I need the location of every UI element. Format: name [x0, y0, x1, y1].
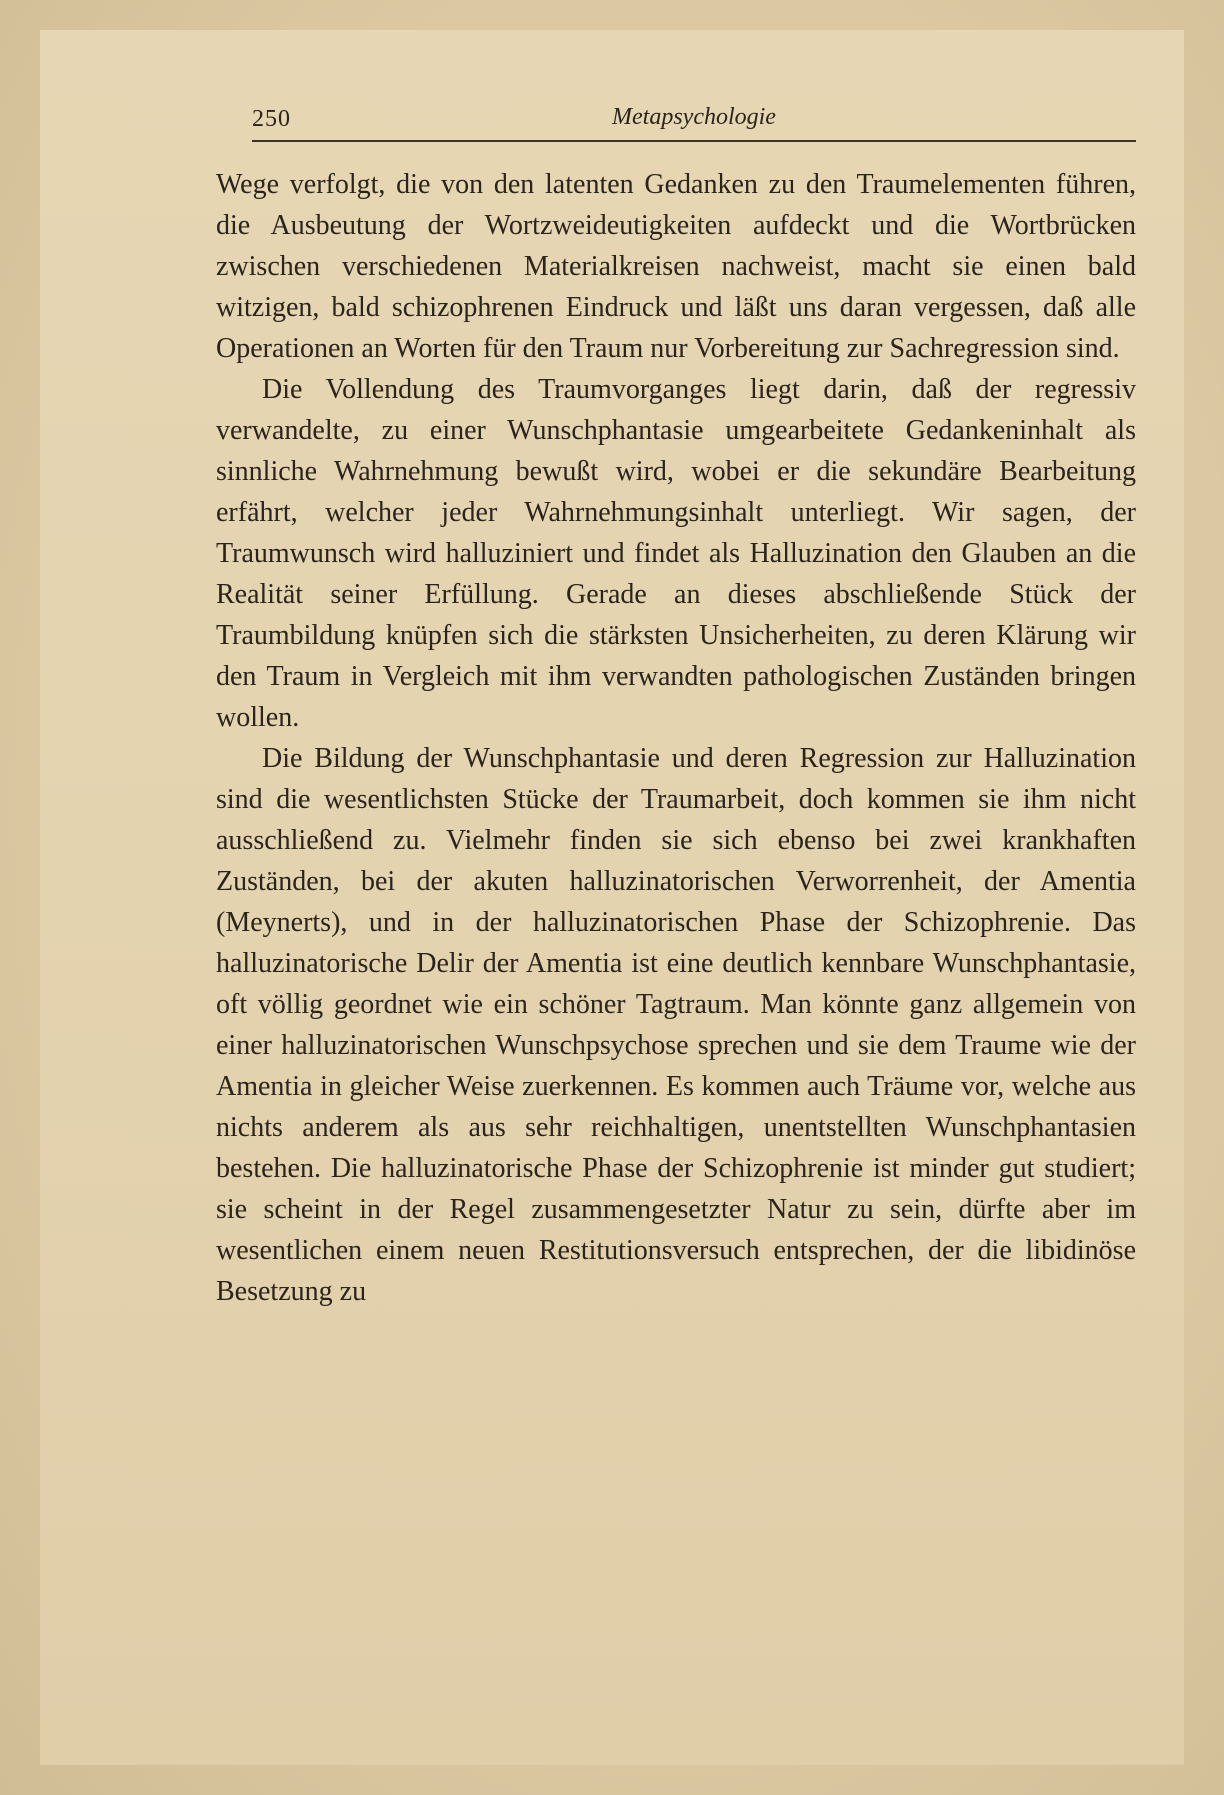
body-text — [216, 164, 1136, 1312]
page-header — [252, 100, 1136, 142]
page-number: 250 — [252, 106, 291, 132]
paragraph-1: Wege verfolgt, die von den latenten Gedanken zu den Traumelementen führen, die Ausbeutung der Wortzweideutigkeiten aufdeckt und die Wortbrücken zwischen verschiedenen Materialkreisen nachweist, macht sie einen bald witzigen, bald schizophrenen Eindruck und läßt uns daran vergessen, daß alle Operationen an Worten für den Traum nur Vorbereitung zur Sachregression sind. — [216, 169, 1136, 364]
paragraph-3: Die Bildung der Wunschphantasie und deren Regression zur Halluzination sind die wesentlichsten Stücke der Traumarbeit, doch kommen sie ihm nicht ausschließend zu. Vielmehr finden sie sich ebenso bei zwei krankhaften Zuständen, bei der akuten halluzinatorischen Verworrenheit, der Amentia (Meynerts), und in der halluzinatorischen Phase der Schizophrenie. Das halluzinatorische Delir der Amentia ist eine deutlich kennbare Wunschphantasie, oft völlig geordnet wie ein schöner Tagtraum. Man könnte ganz allgemein von einer halluzinatorischen Wunschpsychose sprechen und sie dem Traume wie der Amentia in gleicher Weise zuerkennen. Es kommen auch Träume vor, welche aus nichts anderem als aus sehr reichhaltigen, unentstellten Wunschphantasien bestehen. Die halluzinatorische Phase der Schizophrenie ist minder gut studiert; sie scheint in der Regel zusammengesetzter Natur zu sein, dürfte aber im wesentlichen einem neuen Restitutionsversuch entsprechen, der die libidinöse Besetzung zu — [216, 743, 1136, 1307]
running-head: Metapsychologie — [612, 104, 776, 130]
paragraph-2: Die Vollendung des Traumvorganges liegt darin, daß der regressiv verwandelte, zu einer Wunschphantasie umgearbeitete Gedankeninhalt als sinnliche Wahrnehmung bewußt wird, wobei er die sekundäre Bearbeitung erfährt, welcher jeder Wahrnehmungsinhalt unterliegt. Wir sagen, der Traumwunsch wird halluziniert und findet als Halluzination den Glauben an die Realität seiner Erfüllung. Gerade an dieses abschließende Stück der Traumbildung knüpfen sich die stärksten Unsicherheiten, zu deren Klärung wir den Traum in Vergleich mit ihm verwandten pathologischen Zuständen bringen wollen. — [216, 374, 1136, 733]
